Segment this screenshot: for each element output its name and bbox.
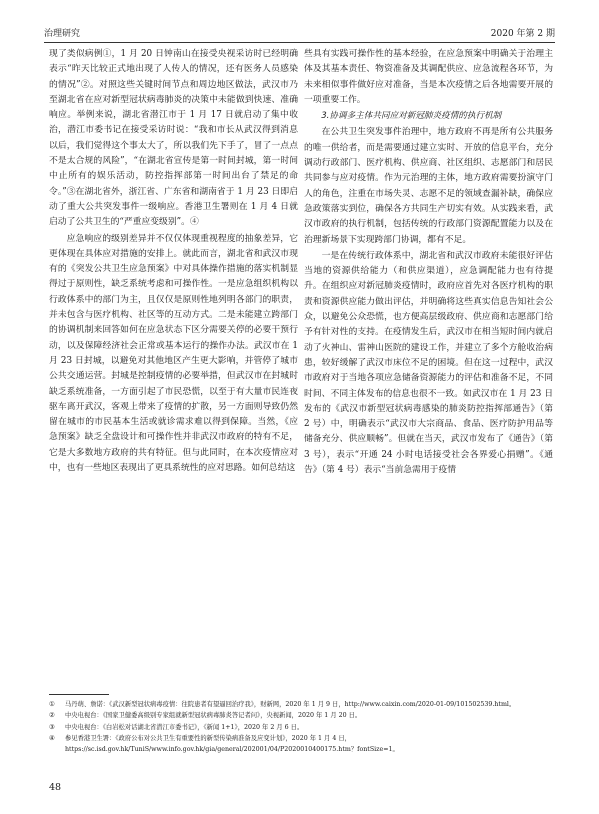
footnotes bbox=[49, 699, 555, 755]
footnote-mark: ① bbox=[49, 701, 55, 708]
section-heading: 3.协调多主体共同应对新冠肺炎疫情的执行机制 bbox=[321, 111, 502, 122]
running-header bbox=[44, 26, 555, 43]
body-paragraph: 些具有实践可操作性的基本经验，在应急预案中明确关于治理主体及其基本责任、物资准备及其调配供应、应急流程各环节，为未来相似事件做好应对准备，当是本次疫情之后各地需要开展的一项重要工作。 bbox=[304, 49, 553, 105]
right-column bbox=[304, 47, 553, 642]
footnote-text: 中央电视台：《白岩松对话湖北省潜江市委书记》，《新闻 1+1》，2020 年 2 月 6 日。 bbox=[65, 723, 304, 731]
footnote-divider bbox=[49, 694, 109, 695]
footnote bbox=[49, 722, 555, 733]
issue-label: 2020 年第 2 期 bbox=[490, 29, 555, 39]
body-paragraph: 应急响应的级别差异并不仅仅体现重视程度的抽象差异，它更体现在具体应对措施的安排上。就此而言，湖北省和武汉市现有的《突发公共卫生应急预案》中对具体操作措施的落实机制显得过于原则性，缺乏系统考虑和可操作性。一是应急组织机构以行政体系中的部门为主，且仅仅是原则性地列明各部门的职责，并未包含与医疗机构、社区等的互动方式。二是未能建立跨部门的协调机制来回答如何在应急状态下区分需要关停的必要干预行动，以及保障经济社会正常或基本运行的操作办法。武汉市在 1 月 23 日封城，以避免对其他地区产生更大影响，并管停了城市公共交通运营。封城是控制疫情的必要举措，但武汉市在封城时缺乏系统准备，一方面引起了市民恐慌，以至于有大量市民连夜驱车离开武汉，客观上带来了疫情的扩散，另一方面则导致仍然留在城市的市民基本生活或就诊需求难以得到保障。当然，《应急预案》缺乏全盘设计和可操作性并非武汉市政府的特有不足，它是大多数地方政府的共有特征。但与此同时，在本次疫情应对中，也有一些地区表现出了更具系统性的应对思路。如何总结这 bbox=[49, 233, 298, 474]
body-paragraph: 现了类似病例①，1 月 20 日钟南山在接受央视采访时已经明确表示“昨天比较正式地出现了人传人的情况，还有医务人员感染的情况”②。对照这些关键时间节点和周边地区做法，武汉市乃至湖北省在应对新型冠状病毒肺炎的决策中未能做到快速、准确响应。举例来说，湖北省潜江市于 1 月 17 日就启动了集中收治，潜江市委书记在接受采访时说：“我和市长从武汉得到消息以后，我们觉得这个事太大了，所以我们先下手了，冒了一点点不是太合规的风险”，“在湖北省宣传是第一时间封城，第一时间中止所有的娱乐活动，防控指挥部第一时间出台了禁足的命令。”③在湖北省外，浙江省、广东省和湖南省于 1 月 23 日即启动了重大公共突发事件一级响应。香港卫生署则在 1 月 4 日就启动了公共卫生的“严重应变级别”。④ bbox=[49, 49, 298, 228]
footnote bbox=[49, 733, 555, 756]
footnote-text: 中央电视台：《国家卫健委高级别专家组就新型冠状病毒肺炎答记者问》，央视新闻，2020 年 1 月 20 日。 bbox=[65, 712, 362, 720]
footnote-mark: ④ bbox=[49, 734, 55, 742]
journal-name: 治理研究 bbox=[44, 29, 81, 39]
left-column bbox=[49, 47, 298, 642]
footnote-mark: ③ bbox=[49, 723, 55, 731]
footnote-mark: ② bbox=[49, 712, 55, 720]
footnote bbox=[49, 699, 555, 710]
body-paragraph: 一是在传统行政体系中，湖北省和武汉市政府未能很好评估当地的资源供给能力（和供应渠道），应急调配能力也有待提升。在组织应对新冠肺炎疫情时，政府应首先对各医疗机构的职责和资源供应能力做出评估，并明确将这些真实信息告知社会公众，以避免公众恐慌，也方便高层级政府、供应商和志愿部门给予有针对性的支持。在疫情发生后，武汉市在相当短时间内就启动了火神山、雷神山医院的建设工作，并建立了多个方舱收治病患，较好缓解了武汉市床位不足的困境。但在这一过程中，武汉市政府对于当地各项应急储备资源能力的评估和准备不足，不同时间、不同主体发布的信息也很不一致。如武汉市在 1 月 23 日发布的《武汉市新型冠状病毒感染的肺炎防控指挥部通告》（第 2 号）中，明确表示“武汉市大宗商品、食品、医疗防护用品等储备充分、供应顺畅”。但就在当天，武汉市发布了《通告》（第 3 号），表示“开通 24 小时电话接受社会各界爱心捐赠”。《通告》（第 4 号）表示“当前急需用于疫情 bbox=[304, 250, 553, 476]
footnote bbox=[49, 710, 555, 721]
footnote-text: 参见香港卫生署：《政府公布对公共卫生有重要性的新型传染病准备及应变计划》，2020 年 1 月 4 日，https://sc.isd.gov.hk/TuniS/www.info.gov.hk/gia/general/202001/04/P2020010400175.htm？fontSize=1。 bbox=[65, 734, 399, 754]
page-number: 48 bbox=[49, 782, 62, 793]
body-paragraph: 在公共卫生突发事件治理中，地方政府不再是所有公共服务的唯一供给者，而是需要通过建立实时、开放的信息平台，充分调动行政部门、医疗机构、供应商、社区组织、志愿部门和居民共同参与应对疫情。作为元治理的主体，地方政府需要扮演守门人的角色，注重在市场失灵、志愿不足的领域查漏补缺，确保应急政策落实到位，确保各方共同生产切实有效。从实践来看，武汉市政府的执行机制，包括传统的行政部门资源配置能力以及在治理新场景下实现跨部门协调，都有不足。 bbox=[304, 127, 553, 245]
footnote-text: 马丹萌、詹诺：《武汉新型冠状病毒疫情：往院患者有望逼回治疗我》，财新网，2020 年 1 月 9 日，http://www.caixin.com/2020-01-09/101502539.html。 bbox=[65, 701, 516, 708]
